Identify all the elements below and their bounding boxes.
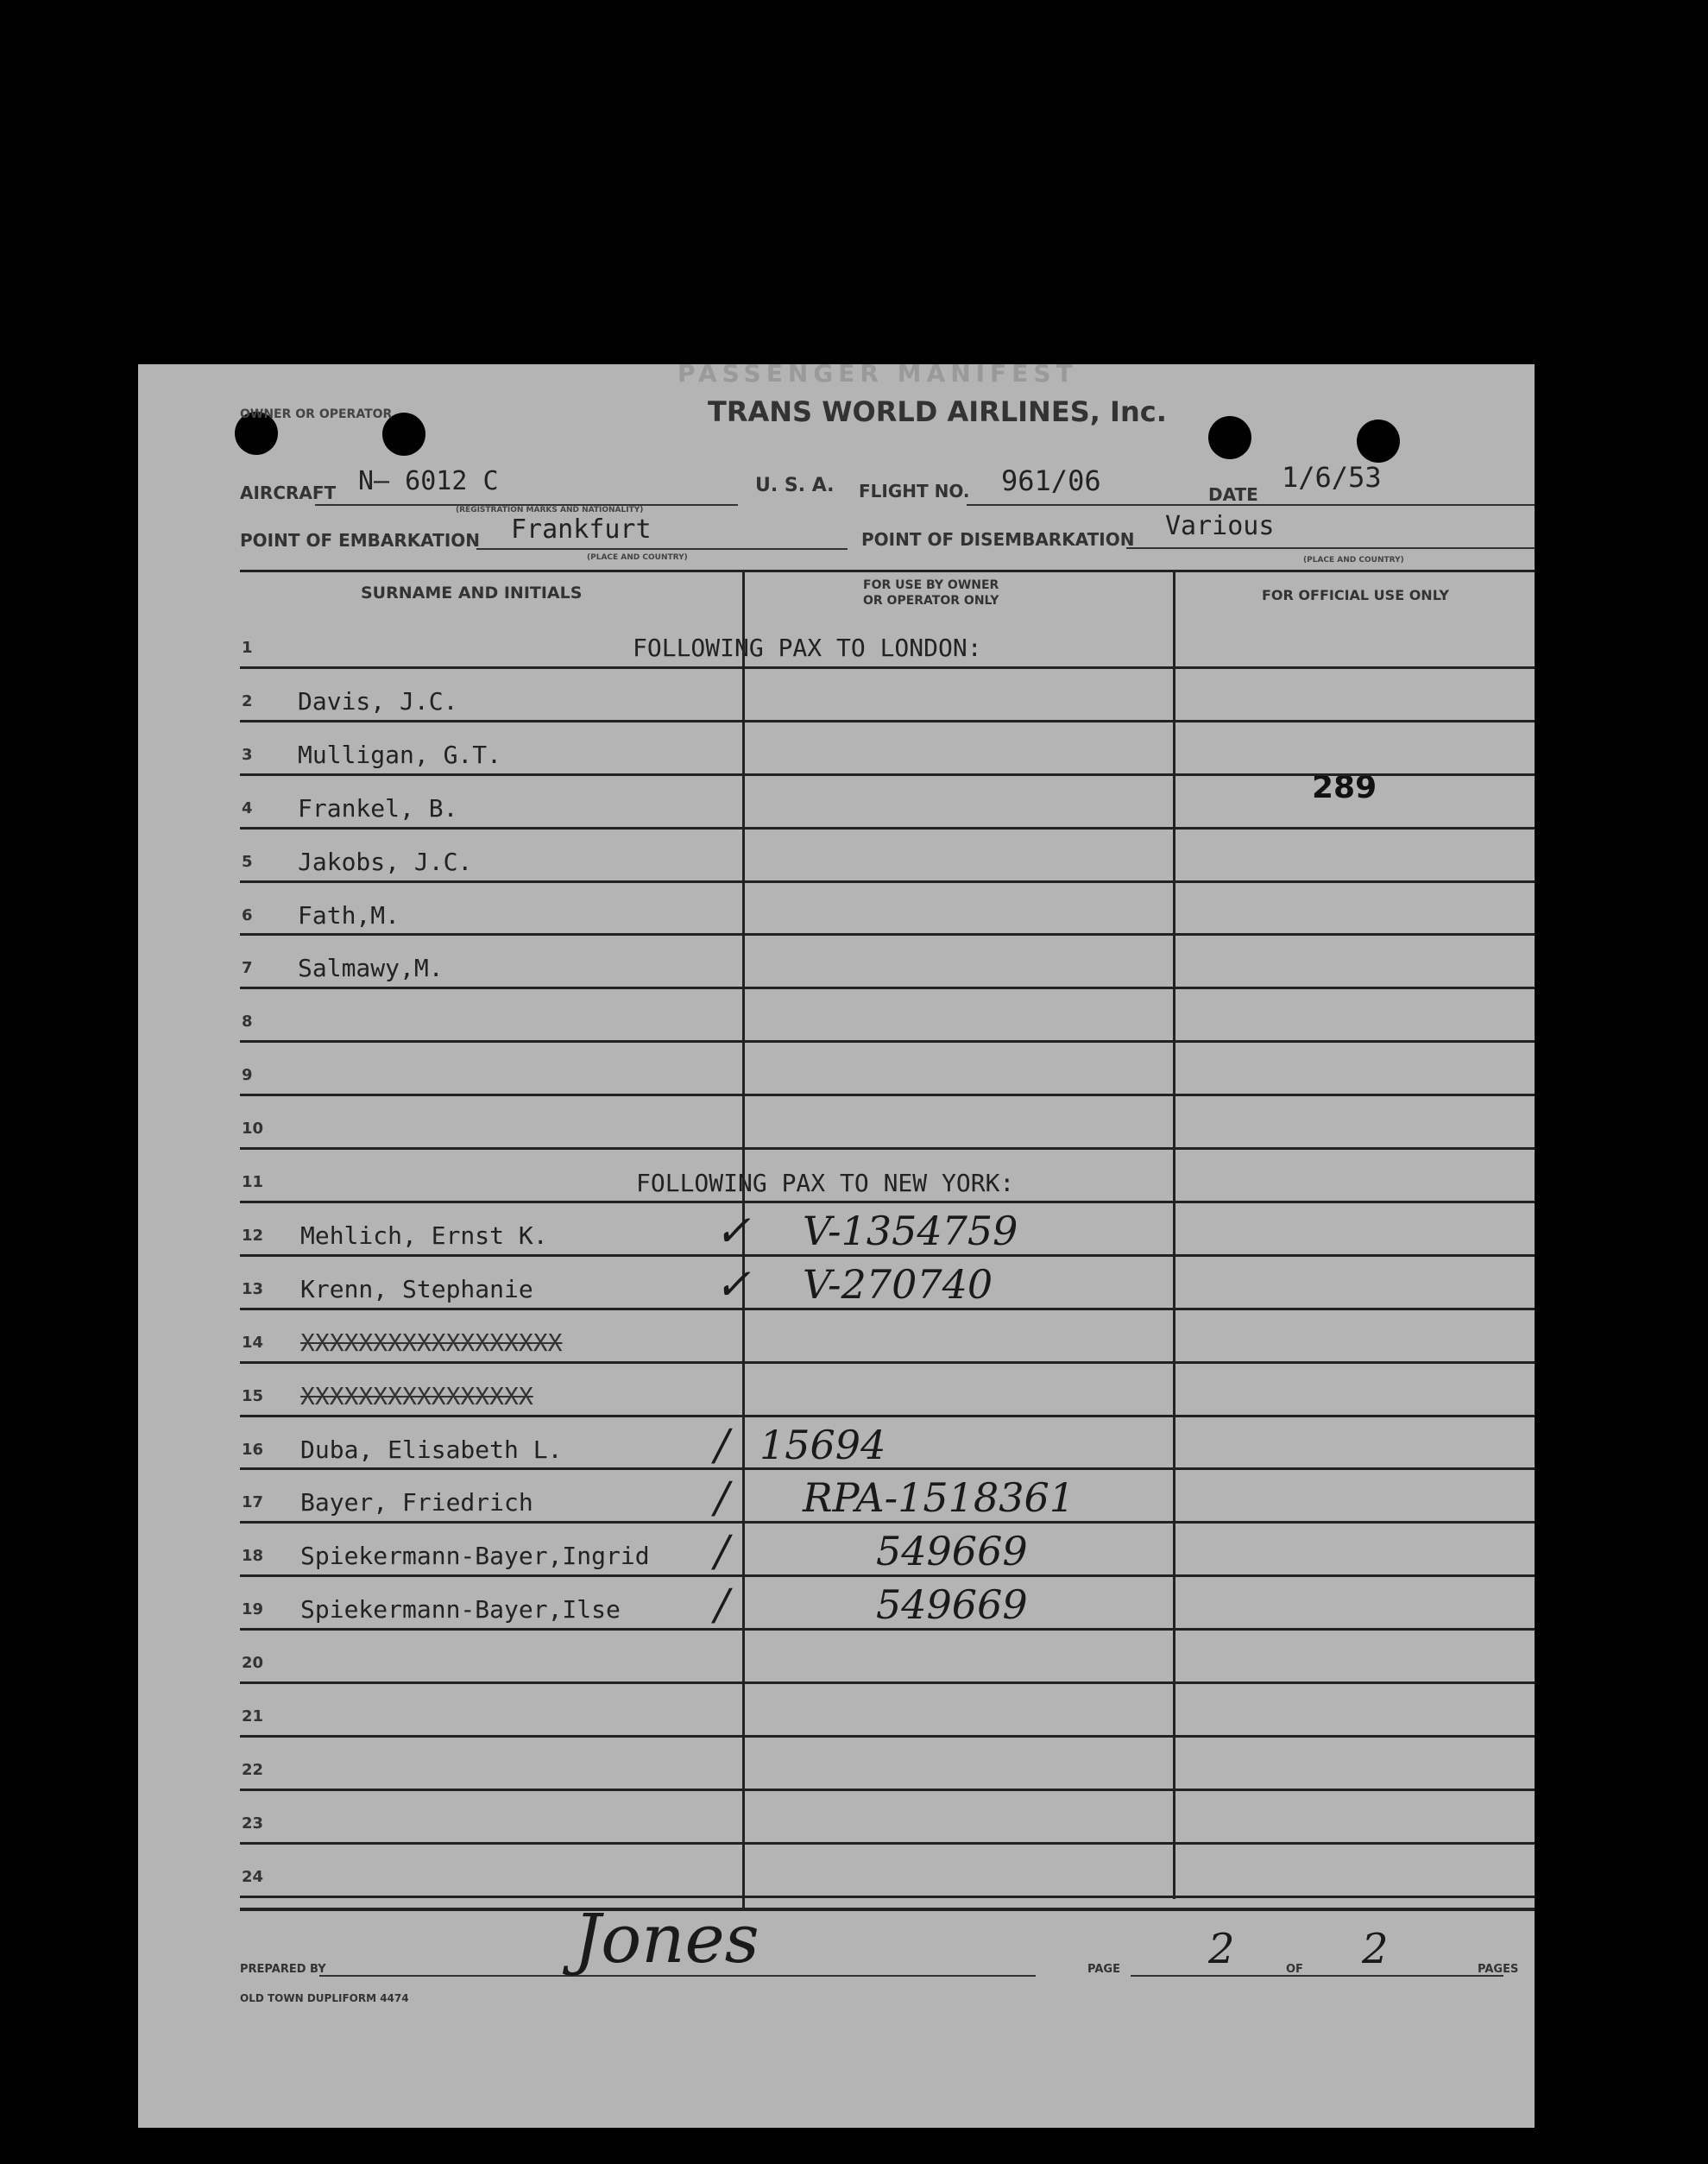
handwritten-document-number: 549669 <box>876 1581 1028 1629</box>
passenger-name: Duba, Elisabeth L. <box>300 1435 563 1464</box>
passenger-name: Spiekermann-Bayer,Ilse <box>300 1595 621 1625</box>
check-mark: / <box>715 1526 729 1577</box>
official-use-number: 289 <box>1312 770 1377 805</box>
row-rule <box>240 1040 1535 1043</box>
flight-value: 961/06 <box>1001 464 1101 497</box>
column-header-surname: SURNAME AND INITIALS <box>361 584 583 603</box>
row-number: 7 <box>242 959 253 978</box>
punch-hole-4 <box>1357 420 1400 463</box>
embarkation-underline <box>476 548 848 550</box>
pages-label: PAGES <box>1478 1963 1519 1976</box>
row-number: 14 <box>242 1333 264 1352</box>
row-rule <box>240 1574 1535 1577</box>
row-rule <box>240 1735 1535 1738</box>
row-number: 3 <box>242 745 253 764</box>
manifest-page <box>138 364 1535 2128</box>
row-number: 1 <box>242 639 253 657</box>
check-mark: / <box>715 1580 729 1631</box>
passenger-name: Frankel, B. <box>298 793 458 823</box>
row-number: 22 <box>242 1760 264 1779</box>
signature: Jones <box>574 1901 759 1978</box>
date-label: DATE <box>1208 484 1258 505</box>
check-mark: ✓ <box>715 1259 751 1309</box>
row-rule <box>240 987 1535 989</box>
section-heading-new-york: FOLLOWING PAX TO NEW YORK: <box>636 1169 1015 1197</box>
column-header-official: FOR OFFICIAL USE ONLY <box>1262 587 1449 603</box>
row-number: 4 <box>242 798 253 817</box>
passenger-name: Fath,M. <box>298 900 400 930</box>
row-rule <box>240 1896 1535 1898</box>
passenger-name: XXXXXXXXXXXXXXXX <box>300 1381 533 1410</box>
row-number: 10 <box>242 1120 264 1139</box>
disembarkation-label: POINT OF DISEMBARKATION <box>861 529 1135 550</box>
airline-name: TRANS WORLD AIRLINES, Inc. <box>708 395 1167 428</box>
column-header-owner-line1: FOR USE BY OWNER <box>863 578 999 592</box>
handwritten-document-number: RPA-1518361 <box>803 1474 1075 1522</box>
registration-note: (REGISTRATION MARKS AND NATIONALITY) <box>456 506 644 514</box>
row-number: 2 <box>242 691 253 710</box>
row-number: 5 <box>242 852 253 871</box>
row-number: 16 <box>242 1440 264 1459</box>
punch-hole-3 <box>1208 416 1251 459</box>
row-rule <box>240 1094 1535 1096</box>
passenger-name: Mehlich, Ernst K. <box>300 1221 548 1250</box>
owner-operator-label: OWNER OR OPERATOR <box>240 407 393 421</box>
disembarkation-value: Various <box>1165 511 1275 541</box>
row-number: 17 <box>242 1493 264 1512</box>
row-rule <box>240 1628 1535 1631</box>
page-number: 2 <box>1208 1925 1235 1973</box>
of-label: OF <box>1286 1963 1303 1976</box>
of-underline <box>1314 1975 1503 1977</box>
embarkation-label: POINT OF EMBARKATION <box>240 530 481 551</box>
handwritten-document-number: V-270740 <box>803 1260 993 1308</box>
check-mark: ✓ <box>715 1205 751 1256</box>
passenger-name: Salmawy,M. <box>298 954 444 983</box>
row-number: 18 <box>242 1547 264 1566</box>
disembark-place-note: (PLACE AND COUNTRY) <box>1303 556 1404 565</box>
row-number: 19 <box>242 1600 264 1619</box>
aircraft-label: AIRCRAFT <box>240 483 337 503</box>
flight-label: FLIGHT NO. <box>859 481 970 502</box>
row-number: 8 <box>242 1013 253 1032</box>
row-number: 24 <box>242 1867 264 1886</box>
passenger-name: XXXXXXXXXXXXXXXXXX <box>300 1328 563 1357</box>
row-rule <box>240 1201 1535 1203</box>
handwritten-document-number: 549669 <box>876 1528 1028 1575</box>
row-rule <box>240 1308 1535 1310</box>
embark-place-note: (PLACE AND COUNTRY) <box>587 553 688 562</box>
passenger-name: Krenn, Stephanie <box>300 1274 533 1303</box>
row-rule <box>240 827 1535 830</box>
column-divider-2 <box>1173 570 1175 1899</box>
faded-title: PASSENGER MANIFEST <box>678 364 1078 388</box>
row-number: 15 <box>242 1386 264 1405</box>
disembarkation-underline <box>1126 547 1535 549</box>
row-number: 12 <box>242 1226 264 1245</box>
total-pages: 2 <box>1362 1925 1389 1973</box>
row-rule <box>240 880 1535 883</box>
row-rule <box>240 720 1535 722</box>
row-number: 9 <box>242 1066 253 1085</box>
aircraft-value: N— 6012 C <box>358 466 499 496</box>
passenger-name: Davis, J.C. <box>298 686 458 716</box>
passenger-name: Jakobs, J.C. <box>298 847 473 876</box>
row-number: 23 <box>242 1814 264 1833</box>
row-rule <box>240 1147 1535 1150</box>
column-header-owner-line2: OR OPERATOR ONLY <box>863 594 999 608</box>
row-number: 6 <box>242 905 253 924</box>
passenger-name: Spiekermann-Bayer,Ingrid <box>300 1542 650 1571</box>
row-rule <box>240 1521 1535 1524</box>
form-code: OLD TOWN DUPLIFORM 4474 <box>240 1992 409 2004</box>
row-number: 21 <box>242 1707 264 1726</box>
date-value: 1/6/53 <box>1282 461 1382 494</box>
usa-label: U. S. A. <box>755 475 835 496</box>
row-rule <box>240 1789 1535 1791</box>
handwritten-document-number: 15694 <box>759 1421 886 1468</box>
check-mark: / <box>715 1473 729 1524</box>
row-rule <box>240 1681 1535 1684</box>
check-mark: / <box>715 1419 729 1470</box>
date-underline <box>1260 504 1535 506</box>
row-number: 11 <box>242 1173 264 1191</box>
table-top-rule <box>240 570 1535 572</box>
row-rule <box>240 1842 1535 1845</box>
passenger-name: Bayer, Friedrich <box>300 1488 533 1517</box>
row-number: 13 <box>242 1279 264 1298</box>
page-label: PAGE <box>1087 1963 1120 1976</box>
row-rule <box>240 1467 1535 1470</box>
table-bottom-rule <box>240 1908 1535 1911</box>
row-rule <box>240 1254 1535 1257</box>
row-rule <box>240 773 1535 776</box>
row-rule <box>240 933 1535 936</box>
handwritten-document-number: V-1354759 <box>803 1207 1018 1254</box>
prepared-by-label: PREPARED BY <box>240 1963 326 1976</box>
embarkation-value: Frankfurt <box>511 514 652 545</box>
row-rule <box>240 1361 1535 1364</box>
passenger-name: Mulligan, G.T. <box>298 740 502 769</box>
section-heading-london: FOLLOWING PAX TO LONDON: <box>633 634 982 662</box>
row-rule <box>240 1415 1535 1417</box>
row-rule <box>240 666 1535 669</box>
row-number: 20 <box>242 1654 264 1673</box>
